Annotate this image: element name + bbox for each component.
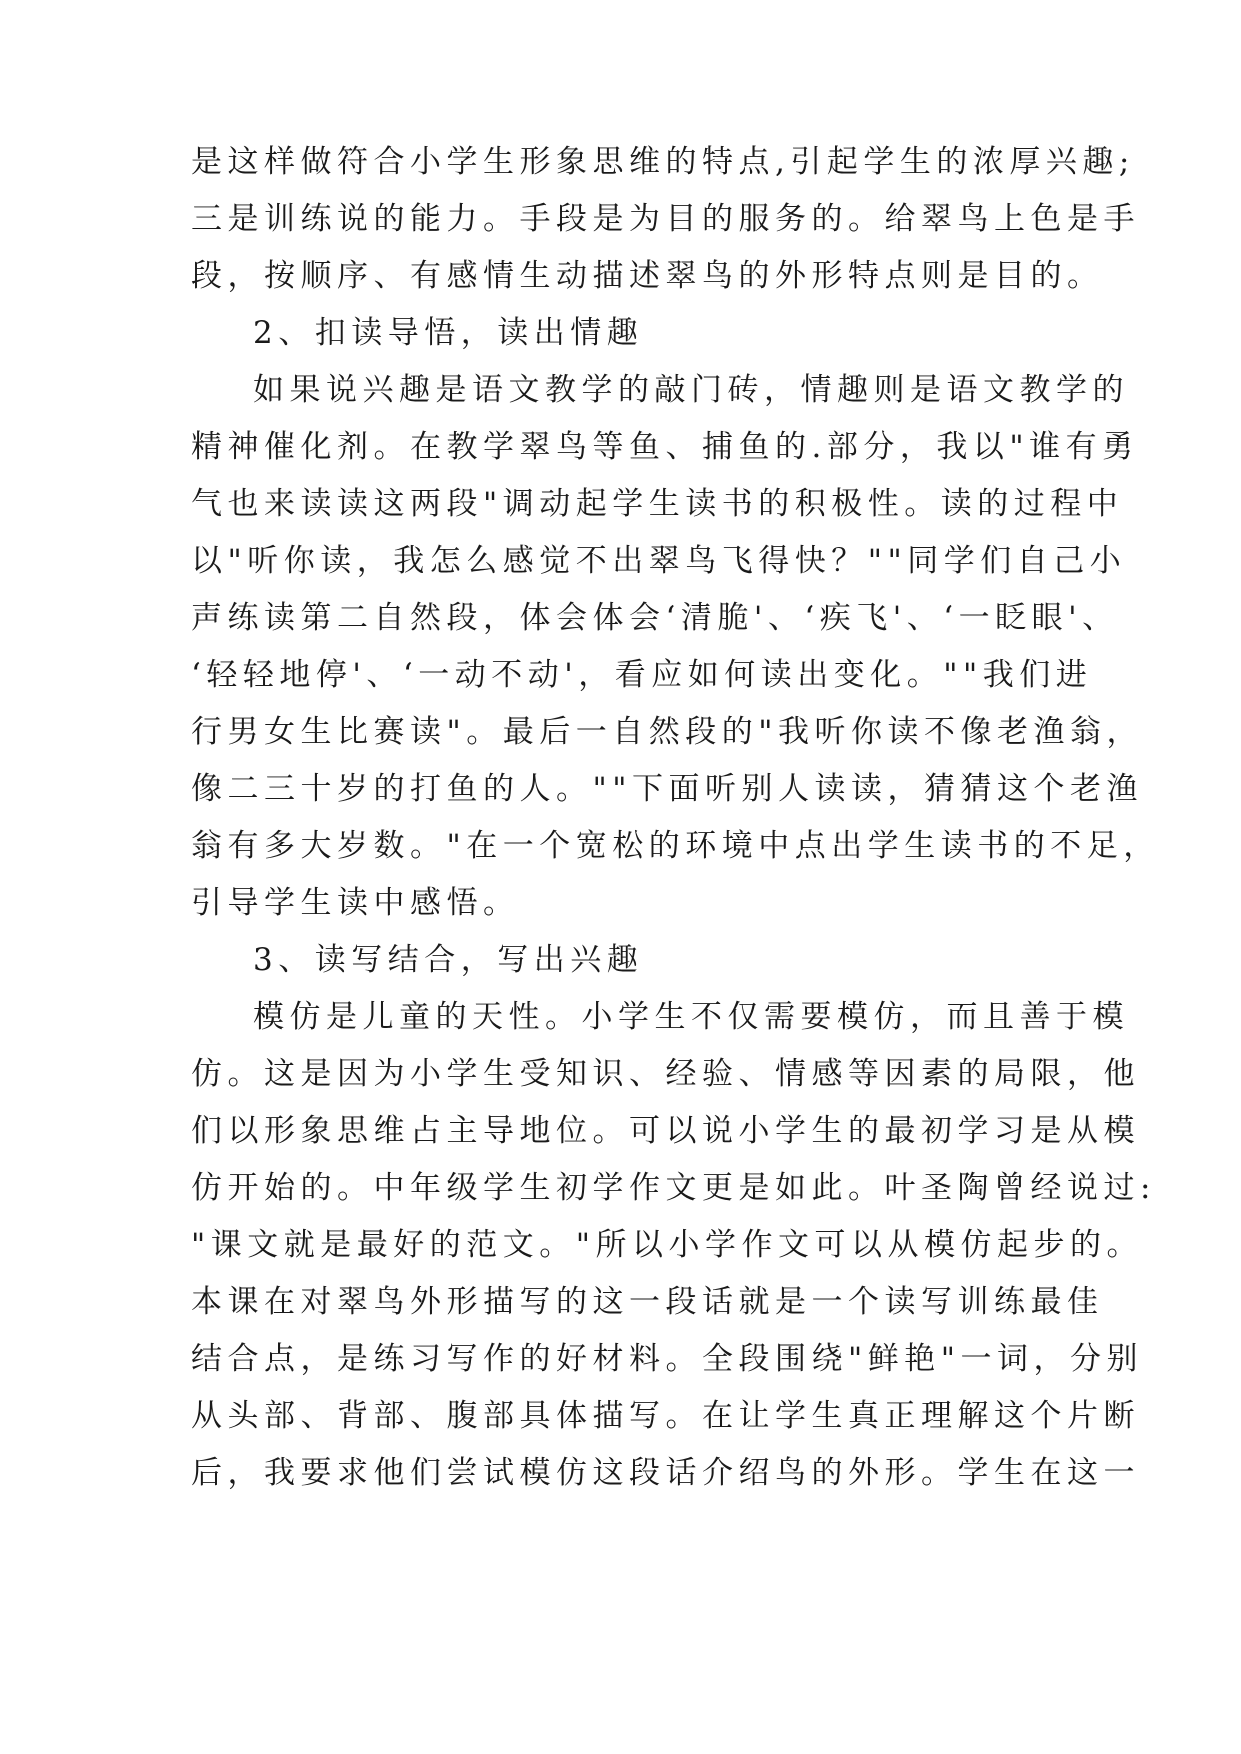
text-line: 段，按顺序、有感情生动描述翠鸟的外形特点则是目的。 — [191, 258, 1104, 294]
section-heading: 3、读写结合，写出兴趣 — [253, 942, 644, 978]
text-line: 仿。这是因为小学生受知识、经验、情感等因素的局限，他 — [191, 1056, 1140, 1092]
text-line: 以"听你读，我怎么感觉不出翠鸟飞得快？""同学们自己小 — [191, 543, 1127, 579]
section-heading: 2、扣读导悟，读出情趣 — [253, 315, 644, 351]
text-line: 们以形象思维占主导地位。可以说小学生的最初学习是从模 — [191, 1113, 1140, 1149]
text-line: 三是训练说的能力。手段是为目的服务的。给翠鸟上色是手 — [191, 201, 1140, 237]
text-line: 翁有多大岁数。"在一个宽松的环境中点出学生读书的不足， — [191, 828, 1160, 864]
text-line: 仿开始的。中年级学生初学作文更是如此。叶圣陶曾经说过: — [191, 1170, 1156, 1206]
text-line: 引导学生读中感悟。 — [191, 885, 520, 921]
text-line: 声练读第二自然段，体会体会‘清脆'、‘疾飞'、‘一眨眼'、 — [191, 600, 1119, 636]
text-line: 后，我要求他们尝试模仿这段话介绍鸟的外形。学生在这一 — [191, 1455, 1140, 1491]
text-line: 精神催化剂。在教学翠鸟等鱼、捕鱼的.部分，我以"谁有勇 — [191, 429, 1139, 465]
text-line: 气也来读读这两段"调动起学生读书的积极性。读的过程中 — [191, 486, 1124, 522]
text-line: 结合点，是练习写作的好材料。全段围绕"鲜艳"一词，分别 — [191, 1341, 1144, 1377]
text-line: 如果说兴趣是语文教学的敲门砖，情趣则是语文教学的 — [253, 372, 1129, 408]
text-line: ‘轻轻地停'、‘一动不动'，看应如何读出变化。""我们进 — [191, 657, 1093, 693]
text-line: "课文就是最好的范文。"所以小学作文可以从模仿起步的。 — [191, 1227, 1144, 1263]
text-line: 模仿是儿童的天性。小学生不仅需要模仿，而且善于模 — [253, 999, 1129, 1035]
text-line: 从头部、背部、腹部具体描写。在让学生真正理解这个片断 — [191, 1398, 1140, 1434]
text-line: 本课在对翠鸟外形描写的这一段话就是一个读写训练最佳 — [191, 1284, 1104, 1320]
text-line: 行男女生比赛读"。最后一自然段的"我听你读不像老渔翁， — [191, 714, 1144, 750]
text-line: 像二三十岁的打鱼的人。""下面听别人读读，猜猜这个老渔 — [191, 771, 1144, 807]
text-line: 是这样做符合小学生形象思维的特点,引起学生的浓厚兴趣; — [191, 144, 1135, 180]
